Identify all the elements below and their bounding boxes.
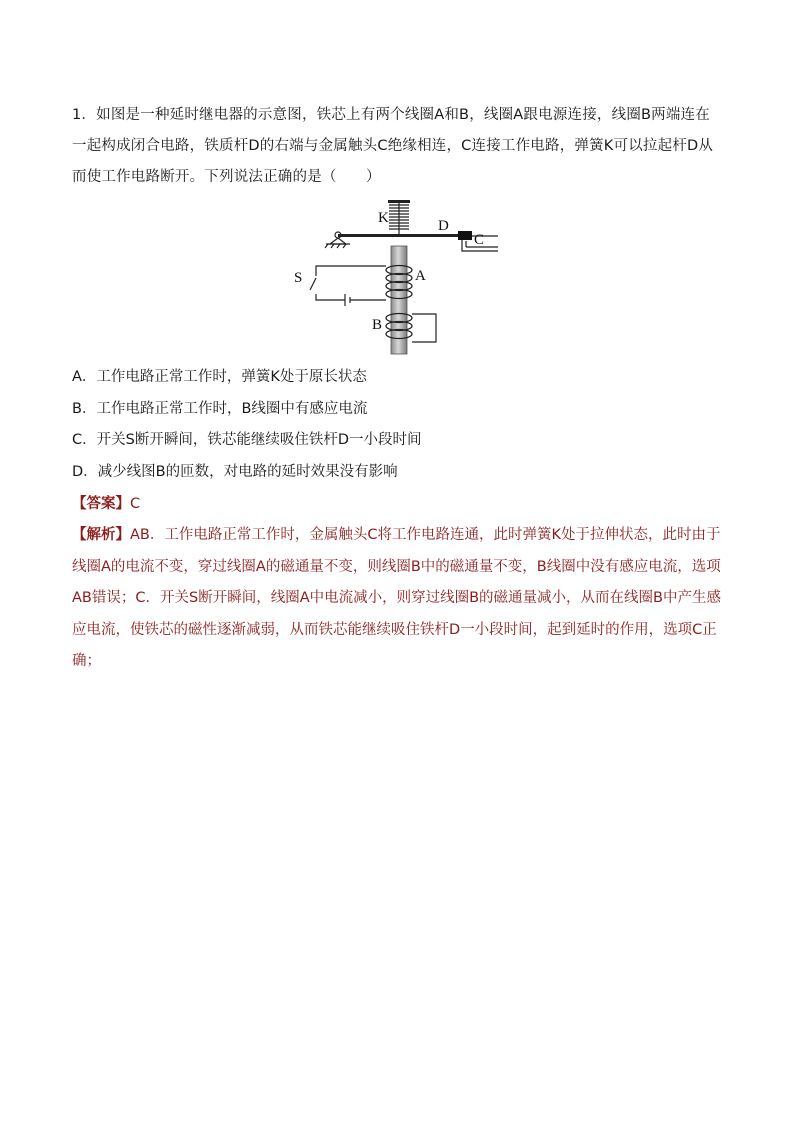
switch-s-lever — [310, 278, 316, 290]
ceiling-bar — [388, 200, 410, 203]
option-c: C．开关S断开瞬间，铁芯能继续吸住铁杆D一小段时间 — [72, 432, 422, 448]
analysis-block — [72, 520, 724, 678]
label-s: S — [294, 270, 303, 286]
question-number: 1． — [72, 107, 97, 123]
label-c: C — [474, 232, 485, 248]
label-d: D — [438, 218, 449, 234]
option-b: B．工作电路正常工作时，B线圈中有感应电流 — [72, 400, 368, 417]
coil-a-circuit — [310, 266, 386, 306]
label-b: B — [372, 317, 383, 333]
relay-diagram — [290, 198, 500, 358]
answer-line — [72, 489, 724, 520]
option-a: A．工作电路正常工作时，弹簧K处于原长状态 — [72, 369, 367, 385]
option-d: D．减少线图B的匝数，对电路的延时效果没有影响 — [72, 463, 398, 480]
label-a: A — [415, 268, 426, 284]
answer-tag: 【答案】 — [72, 496, 130, 512]
answer-value: C — [130, 496, 141, 512]
spring-k — [389, 203, 409, 235]
iron-rod-d — [338, 234, 460, 237]
question-text: 如图是一种延时继电器的示意图，铁芯上有两个线圈A和B，线圈A跟电源连接，线圈B两端连在一起构成闭合电路，铁质杆D的右端与金属触头C绝缘相连，C连接工作电路，弹簧K可以拉起杆D从而使工作电路断开。下列说法正确的是（ ） — [72, 107, 714, 185]
question-stem — [72, 100, 724, 193]
coil-b-loop — [412, 314, 436, 342]
label-k: K — [378, 210, 389, 226]
analysis-text: AB．工作电路正常工作时，金属触头C将工作电路连通，此时弹簧K处于拉伸状态，此时由于线圈A的电流不变，穿过线圈A的磁通量不变，则线圈B中的磁通量不变，B线圈中没有感应电流，选项AB错误；C．开关S断开瞬间，线圈A中电流减小，则穿过线圈B的磁通量减小，从而在线圈B中产生感应电流，使铁芯的磁性逐渐减弱，从而铁芯能继续吸住铁杆D一小段时间，起到延时的作用，选项C正确； — [72, 527, 722, 669]
analysis-tag: 【解析】 — [72, 527, 130, 543]
options-list — [72, 362, 724, 488]
contact-c-block — [458, 231, 472, 240]
